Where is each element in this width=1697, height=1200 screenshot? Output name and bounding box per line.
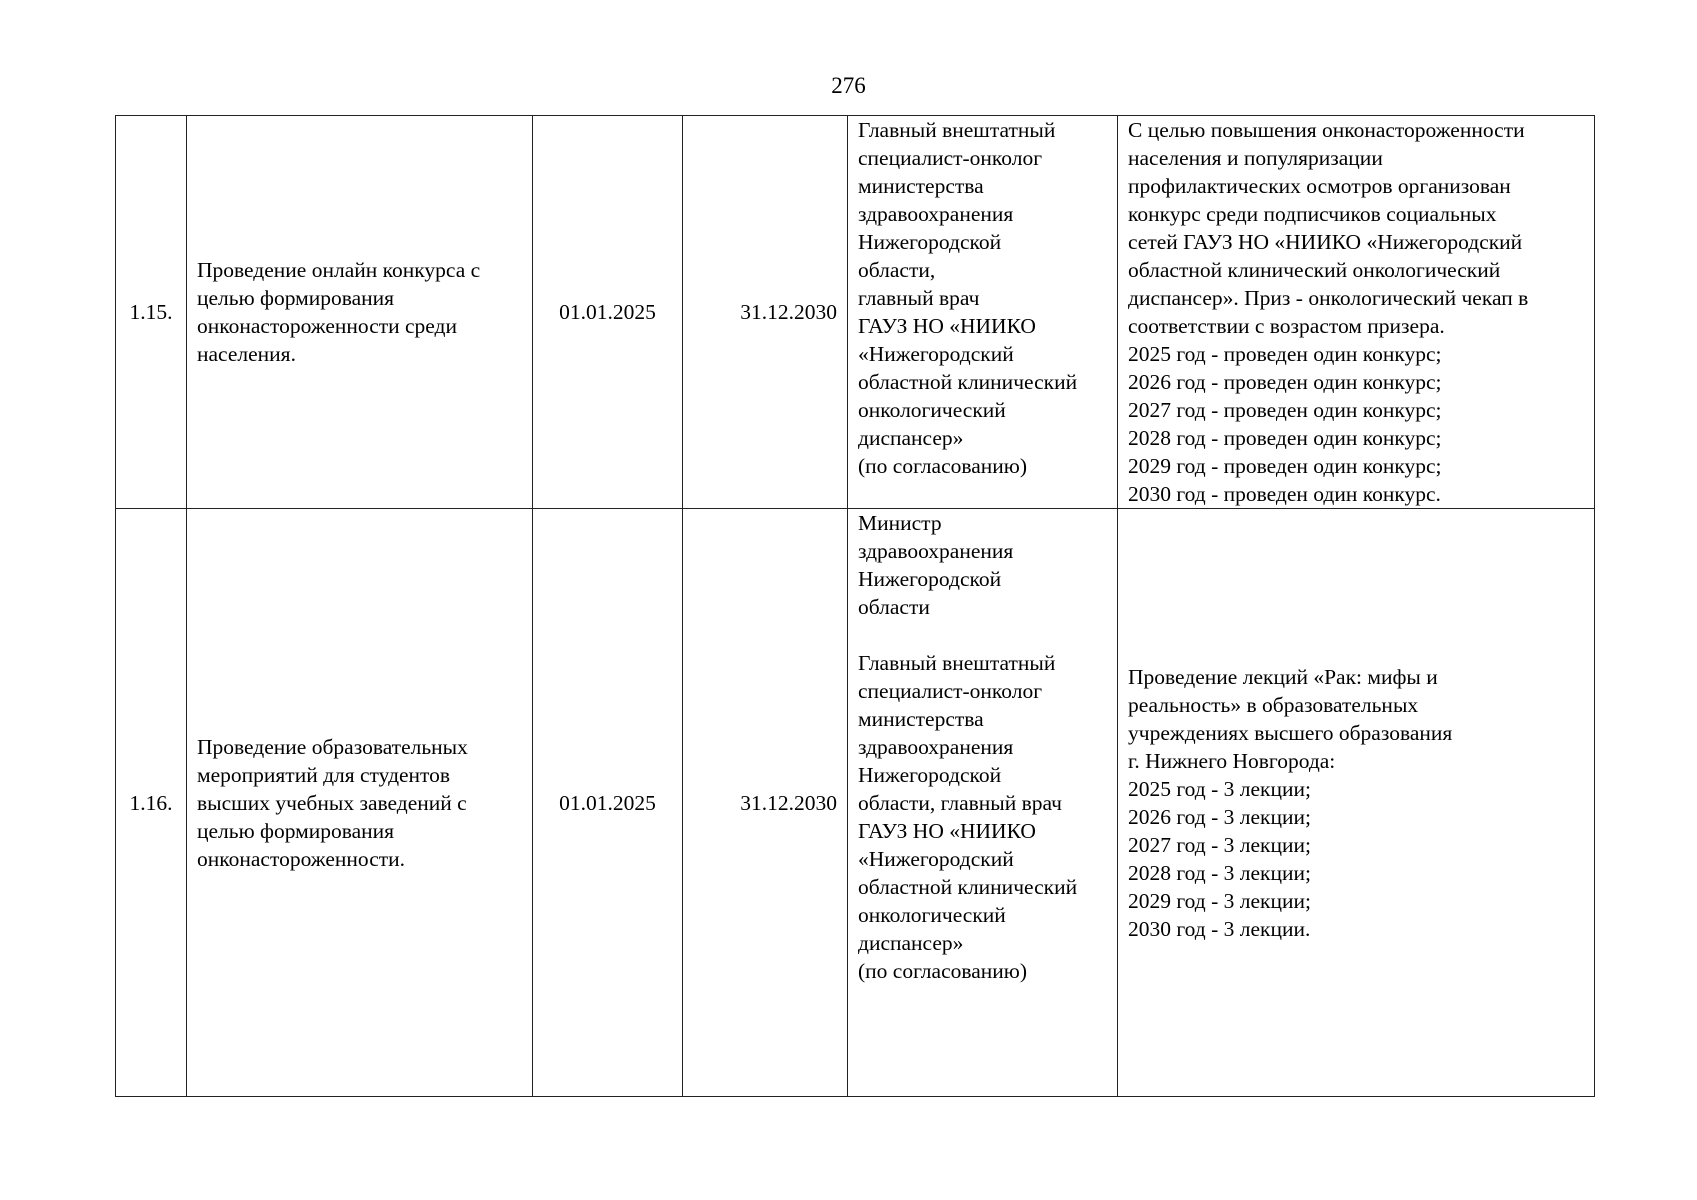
text-line: министерства xyxy=(858,707,984,731)
text-line: г. Нижнего Новгорода: xyxy=(1128,748,1336,773)
text-line: «Нижегородский xyxy=(858,342,1014,366)
text-line: населения. xyxy=(197,342,296,366)
table-row xyxy=(116,116,1595,509)
text-line: области, главный врач xyxy=(858,791,1062,815)
end-date: 31.12.2030 xyxy=(683,116,848,509)
text-line: населения и популяризации xyxy=(1128,146,1383,170)
text-line: 2030 год - 3 лекции. xyxy=(1128,916,1311,941)
text-line: 2026 год - 3 лекции; xyxy=(1128,804,1311,829)
responsible-persons xyxy=(848,116,1118,509)
start-date: 01.01.2025 xyxy=(533,116,683,509)
text-line: Министр xyxy=(858,511,942,535)
text-line: областной клинический xyxy=(858,370,1078,394)
text-line: Главный внештатный xyxy=(858,651,1056,675)
text-line: 2028 год - проведен один конкурс; xyxy=(1128,426,1442,450)
text-line: 2028 год - 3 лекции; xyxy=(1128,860,1311,885)
text-line: (по согласованию) xyxy=(858,454,1028,478)
text-line: 2027 год - 3 лекции; xyxy=(1128,832,1311,857)
text-line: областной клинический онкологический xyxy=(1128,258,1501,282)
end-date: 31.12.2030 xyxy=(683,509,848,1097)
text-line: Нижегородской xyxy=(858,567,1002,591)
text-line: диспансер» xyxy=(858,931,964,955)
text-line: 2025 год - проведен один конкурс; xyxy=(1128,342,1442,366)
text-line: 2025 год - 3 лекции; xyxy=(1128,776,1311,801)
text-line: онконастороженности среди xyxy=(197,314,458,338)
item-number: 1.15. xyxy=(116,116,187,509)
text-line: Нижегородской xyxy=(858,763,1002,787)
text-line: Нижегородской xyxy=(858,230,1002,254)
text-line: главный врач xyxy=(858,286,980,310)
text-line: специалист-онколог xyxy=(858,146,1043,170)
text-line: здравоохранения xyxy=(858,539,1014,563)
text-line: здравоохранения xyxy=(858,735,1014,759)
text-line: высших учебных заведений с xyxy=(197,790,467,815)
text-line: профилактических осмотров организован xyxy=(1128,174,1511,198)
table-row xyxy=(116,509,1595,1097)
text-line: Главный внештатный xyxy=(858,118,1056,142)
text-line: реальность» в образовательных xyxy=(1128,692,1419,717)
text-line: целью формирования xyxy=(197,286,395,310)
measure-name xyxy=(187,509,533,1097)
text-line: области, xyxy=(858,258,936,282)
text-line: диспансер». Приз - онкологический чекап в xyxy=(1128,286,1529,310)
text-line: министерства xyxy=(858,174,984,198)
text-line: онкологический xyxy=(858,398,1006,422)
text-line: целью формирования xyxy=(197,818,395,843)
text-line: (по согласованию) xyxy=(858,959,1028,983)
item-number: 1.16. xyxy=(116,509,187,1097)
text-line: ГАУЗ НО «НИИКО xyxy=(858,314,1036,338)
text-line: онконастороженности. xyxy=(197,846,406,871)
text-line: «Нижегородский xyxy=(858,847,1014,871)
text-line: областной клинический xyxy=(858,875,1078,899)
text-line: учреждениях высшего образования xyxy=(1128,720,1453,745)
text-line: 2029 год - проведен один конкурс; xyxy=(1128,454,1442,478)
text-line: Проведение образовательных xyxy=(197,734,468,759)
text-line: 2030 год - проведен один конкурс. xyxy=(1128,482,1441,506)
blank-line xyxy=(858,621,1107,649)
expected-result xyxy=(1118,509,1595,1097)
text-line: мероприятий для студентов xyxy=(197,762,451,787)
text-line: 2026 год - проведен один конкурс; xyxy=(1128,370,1442,394)
text-line: соответствии с возрастом призера. xyxy=(1128,314,1445,338)
measure-name xyxy=(187,116,533,509)
text-line: 2029 год - 3 лекции; xyxy=(1128,888,1311,913)
text-line: здравоохранения xyxy=(858,202,1014,226)
text-line: диспансер» xyxy=(858,426,964,450)
text-line: С целью повышения онконастороженности xyxy=(1128,118,1525,142)
expected-result xyxy=(1118,116,1595,509)
text-line: конкурс среди подписчиков социальных xyxy=(1128,202,1497,226)
text-line: специалист-онколог xyxy=(858,679,1043,703)
page-number: 276 xyxy=(831,73,866,98)
start-date: 01.01.2025 xyxy=(533,509,683,1097)
text-line: Проведение онлайн конкурса с xyxy=(197,258,481,282)
measures-table xyxy=(115,115,1595,1097)
text-line: области xyxy=(858,595,930,619)
text-line: онкологический xyxy=(858,903,1006,927)
text-line: 2027 год - проведен один конкурс; xyxy=(1128,398,1442,422)
text-line: ГАУЗ НО «НИИКО xyxy=(858,819,1036,843)
text-line: сетей ГАУЗ НО «НИИКО «Нижегородский xyxy=(1128,230,1523,254)
text-line: Проведение лекций «Рак: мифы и xyxy=(1128,664,1438,689)
responsible-persons xyxy=(848,509,1118,1097)
